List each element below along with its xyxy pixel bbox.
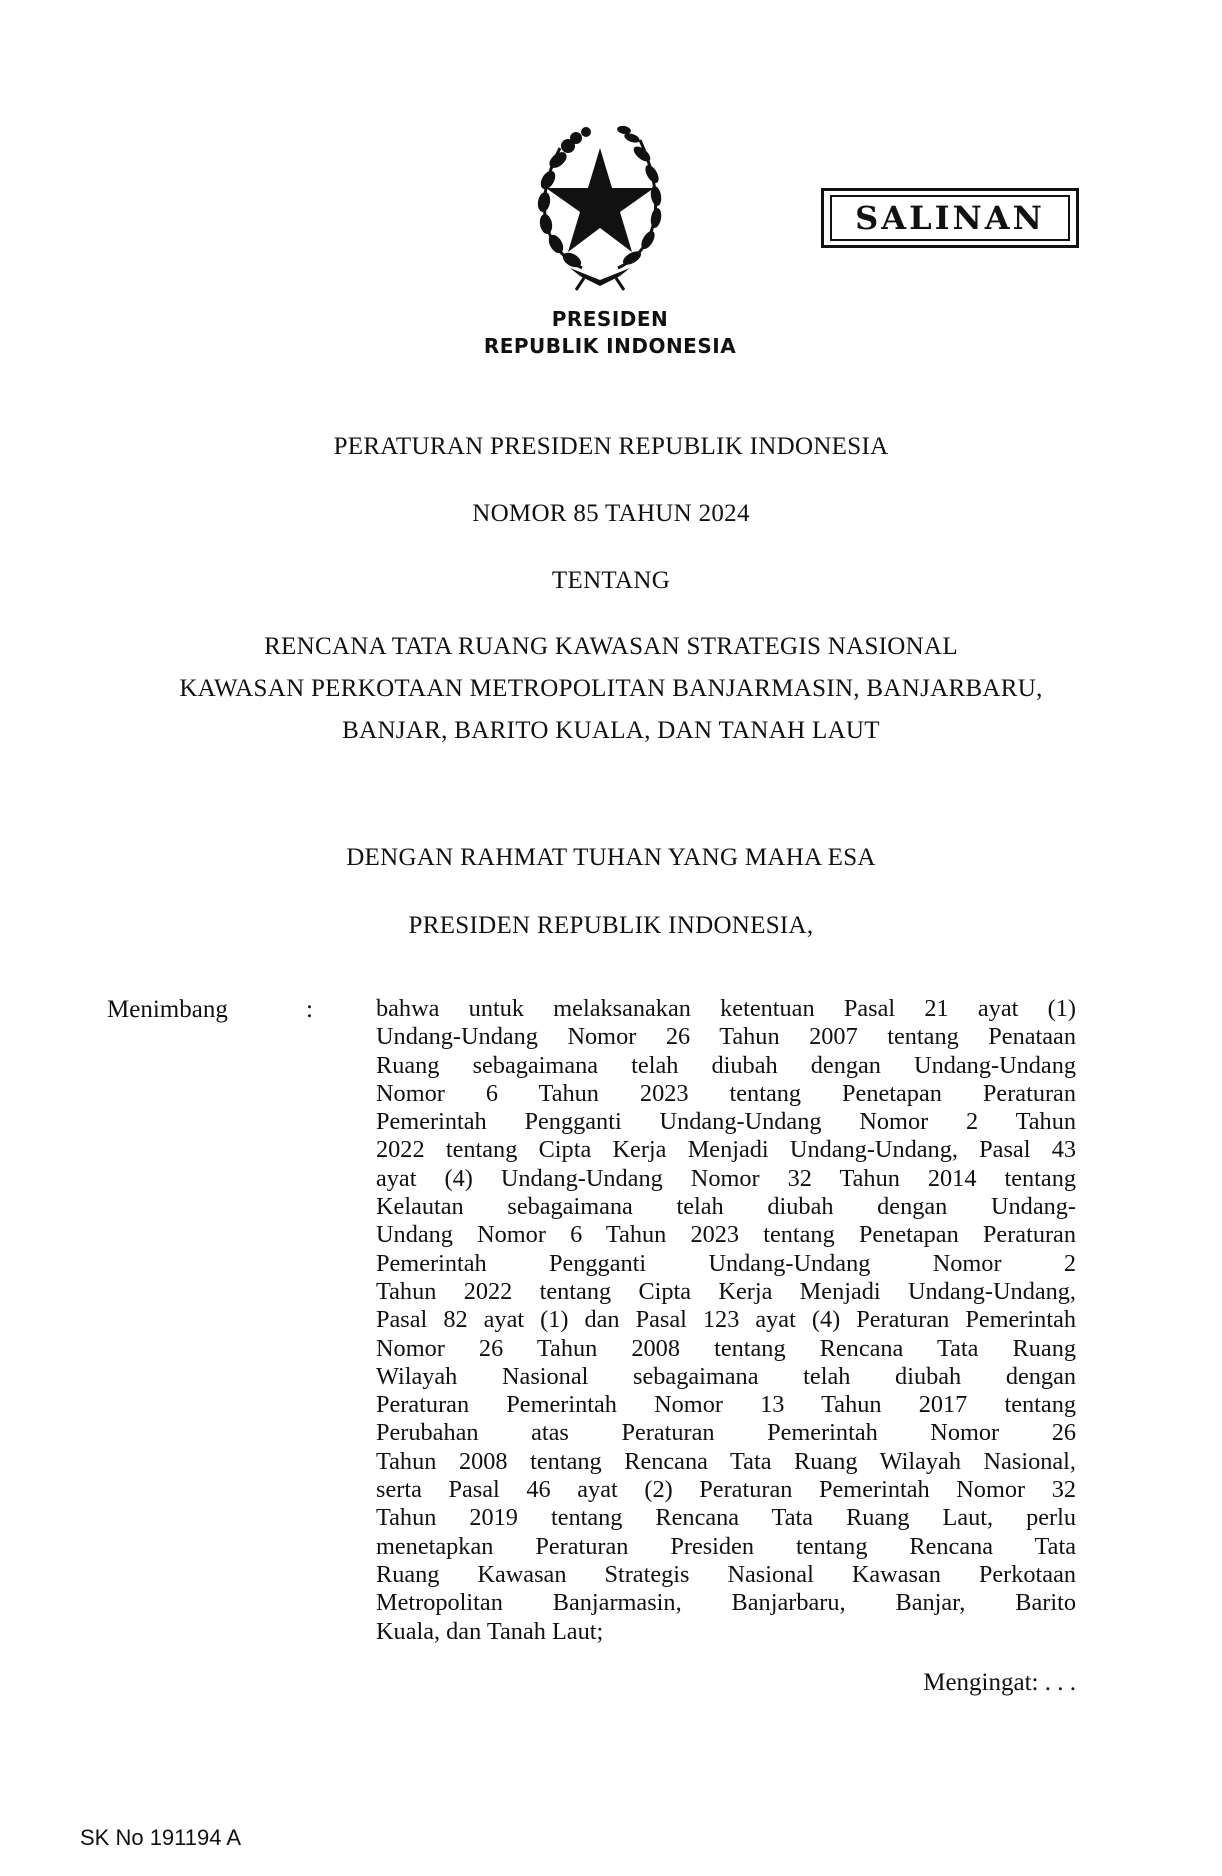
emblem-caption-line2: REPUBLIK INDONESIA xyxy=(483,334,737,358)
regulation-tentang: TENTANG xyxy=(551,567,671,594)
body-line: Pemerintah Pengganti Undang-Undang Nomor 2 xyxy=(376,1249,1076,1277)
preamble-president: PRESIDEN REPUBLIK INDONESIA, xyxy=(408,912,814,939)
sk-number: SK No 191194 A xyxy=(80,1825,242,1850)
menimbang-label: Menimbang xyxy=(107,996,228,1023)
regulation-number: NOMOR 85 TAHUN 2024 xyxy=(472,500,750,527)
emblem-caption-line1: PRESIDEN xyxy=(551,307,669,331)
body-line: Kelautan sebagaimana telah diubah dengan Undang- xyxy=(376,1193,1076,1221)
body-line: Tahun 2008 tentang Rencana Tata Ruang Wilayah Nasional, xyxy=(376,1447,1076,1475)
body-line: bahwa untuk melaksanakan ketentuan Pasal 21 ayat (1) xyxy=(376,995,1076,1022)
body-line: Pemerintah Pengganti Undang-Undang Nomor 2 Tahun xyxy=(376,1108,1076,1136)
body-line: Metropolitan Banjarmasin, Banjarbaru, Banjar, Barito xyxy=(376,1589,1076,1617)
regulation-title: PERATURAN PRESIDEN REPUBLIK INDONESIA xyxy=(333,433,889,460)
salinan-stamp xyxy=(821,188,1079,248)
body-line: menetapkan Peraturan Presiden tentang Rencana Tata xyxy=(376,1532,1076,1560)
menimbang-colon: : xyxy=(306,996,313,1023)
regulation-subject-line: KAWASAN PERKOTAAN METROPOLITAN BANJARMASIN, BANJARBARU, xyxy=(179,675,1043,702)
body-line: Perubahan atas Peraturan Pemerintah Nomor 26 xyxy=(376,1419,1076,1447)
regulation-subject-line: BANJAR, BARITO KUALA, DAN TANAH LAUT xyxy=(342,717,880,744)
body-line: ayat (4) Undang-Undang Nomor 32 Tahun 2014 tentang xyxy=(376,1164,1076,1192)
continuation-marker: Mengingat: . . . xyxy=(923,1669,1076,1696)
body-line: Tahun 2022 tentang Cipta Kerja Menjadi Undang-Undang, xyxy=(376,1277,1076,1305)
body-line: Tahun 2019 tentang Rencana Tata Ruang Laut, perlu xyxy=(376,1504,1076,1532)
body-line: Wilayah Nasional sebagaimana telah diubah dengan xyxy=(376,1362,1076,1390)
body-line: Ruang sebagaimana telah diubah dengan Undang-Undang xyxy=(376,1051,1076,1079)
emblem-caption xyxy=(420,306,800,360)
body-line: Nomor 26 Tahun 2008 tentang Rencana Tata Ruang xyxy=(376,1334,1076,1362)
body-line: Pasal 82 ayat (1) dan Pasal 123 ayat (4) Peraturan Pemerintah xyxy=(376,1306,1076,1334)
preamble-divine: DENGAN RAHMAT TUHAN YANG MAHA ESA xyxy=(346,844,876,871)
body-line: Ruang Kawasan Strategis Nasional Kawasan Perkotaan xyxy=(376,1560,1076,1588)
body-line: Undang Nomor 6 Tahun 2023 tentang Penetapan Peraturan xyxy=(376,1221,1076,1249)
body-line: Undang-Undang Nomor 26 Tahun 2007 tentang Penataan xyxy=(376,1023,1076,1051)
salinan-stamp-label: SALINAN xyxy=(830,195,1070,241)
body-line: Peraturan Pemerintah Nomor 13 Tahun 2017 tentang xyxy=(376,1391,1076,1419)
regulation-subject-line: RENCANA TATA RUANG KAWASAN STRATEGIS NASIONAL xyxy=(264,633,958,660)
body-line: Kuala, dan Tanah Laut; xyxy=(376,1617,604,1645)
body-line: 2022 tentang Cipta Kerja Menjadi Undang-Undang, Pasal 43 xyxy=(376,1136,1076,1164)
body-line: serta Pasal 46 ayat (2) Peraturan Pemerintah Nomor 32 xyxy=(376,1476,1076,1504)
presidential-emblem-icon xyxy=(520,118,680,298)
body-line: Nomor 6 Tahun 2023 tentang Penetapan Peraturan xyxy=(376,1079,1076,1107)
menimbang-body xyxy=(376,995,1076,1646)
